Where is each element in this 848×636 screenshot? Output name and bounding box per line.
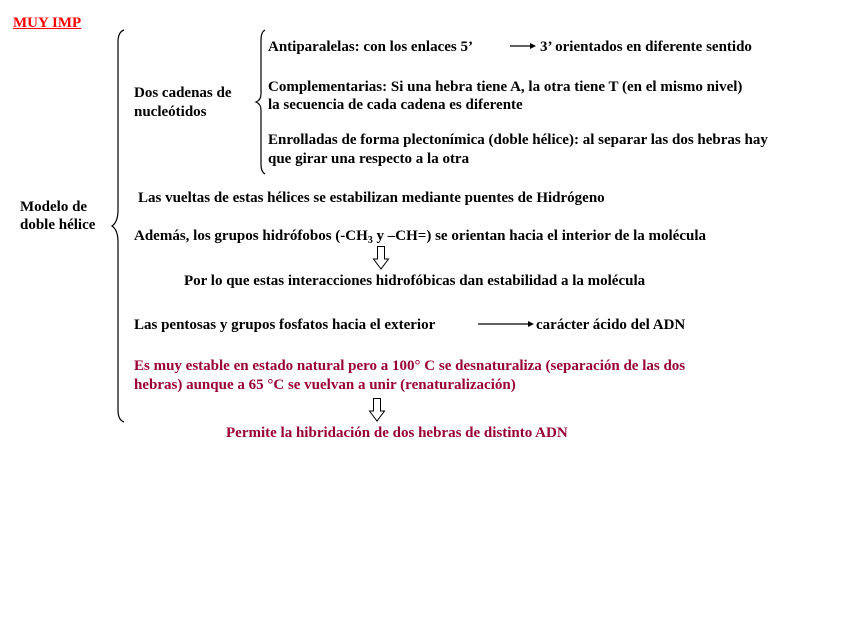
complementary-line2: la secuencia de cada cadena es diferente [268, 97, 523, 113]
stability-conclusion: Permite la hibridación de dos hebras de distinto ADN [226, 425, 568, 441]
antiparallel-end: 3’ orientados en diferente sentido [540, 39, 752, 55]
right-arrow-icon [478, 318, 534, 330]
right-arrow-icon [510, 40, 536, 52]
stability-line2: hebras) aunque a 65 °C se vuelvan a unir (renaturalización) [134, 377, 516, 393]
coiled-line2: que girar una respecto a la otra [268, 151, 470, 167]
hydrogen-bonds-text: Las vueltas de estas hélices se estabilizan mediante puentes de Hidrógeno [138, 190, 605, 206]
coiled-line1: Enrolladas de forma plectonímica (doble hélice): al separar las dos hebras hay [268, 132, 768, 148]
hydrophobic-consequence: Por lo que estas interacciones hidrofóbicas dan estabilidad a la molécula [184, 273, 646, 289]
root-label-line2: doble hélice [20, 217, 96, 233]
chains-label-line1: Dos cadenas de [134, 85, 232, 101]
down-arrow-icon [373, 246, 389, 270]
chains-label-line2: nucleótidos [134, 104, 207, 120]
down-arrow-icon [369, 398, 385, 422]
exterior-end: carácter ácido del ADN [536, 317, 686, 333]
exterior-start: Las pentosas y grupos fosfatos hacia el exterior [134, 317, 436, 333]
main-brace [110, 30, 130, 422]
chains-brace [255, 30, 269, 174]
stability-line1: Es muy estable en estado natural pero a 100° C se desnaturaliza (separación de las dos [134, 358, 686, 374]
root-label-line1: Modelo de [20, 199, 88, 215]
antiparallel-start: Antiparalelas: con los enlaces 5’ [268, 39, 473, 55]
header-label: MUY IMP [13, 15, 82, 31]
complementary-line1: Complementarias: Si una hebra tiene A, la otra tiene T (en el mismo nivel) [268, 79, 743, 95]
hydrophobic-text: Además, los grupos hidrófobos ($-CH_3$ y –CH=) se orientan hacia el interior de la molécula [134, 228, 707, 246]
